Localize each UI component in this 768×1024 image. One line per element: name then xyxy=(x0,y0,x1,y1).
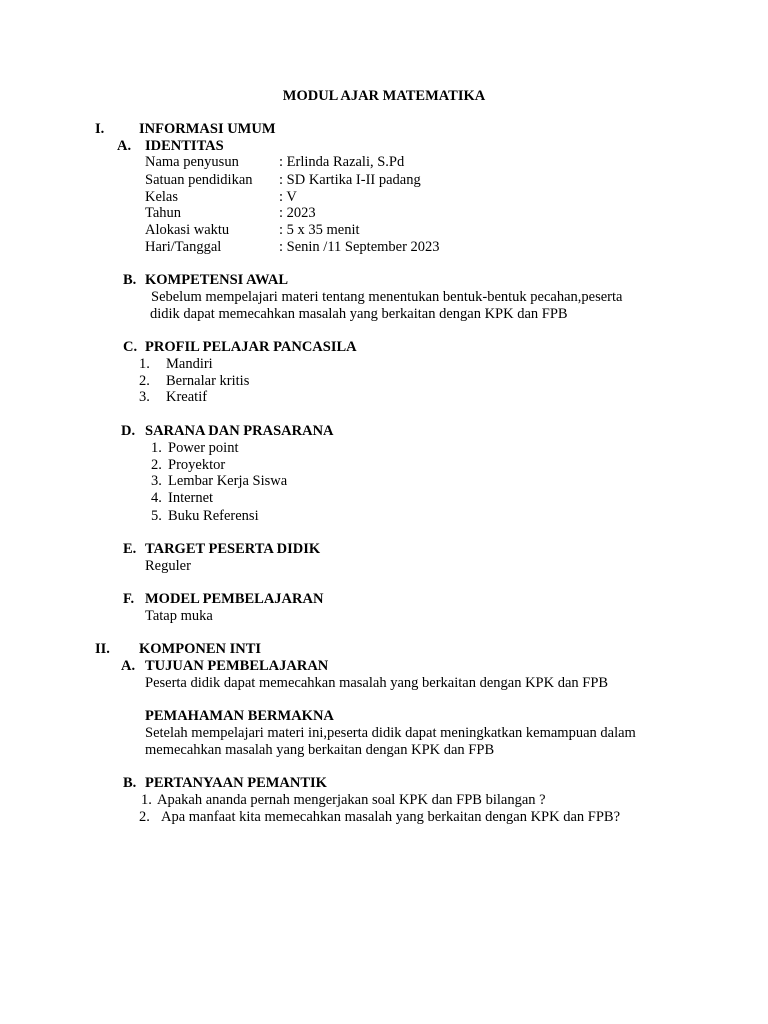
kompetensi-text: didik dapat memecahkan masalah yang berkaitan dengan KPK dan FPB xyxy=(150,306,568,322)
list-number: 2. xyxy=(139,809,150,825)
sarana-heading: SARANA DAN PRASARANA xyxy=(145,423,334,439)
pertanyaan-letter: B. xyxy=(123,775,137,791)
identitas-value: : Senin /11 September 2023 xyxy=(279,239,440,255)
list-item: Bernalar kritis xyxy=(166,373,250,389)
identitas-label: Satuan pendidikan xyxy=(145,172,253,188)
identitas-value: : SD Kartika I-II padang xyxy=(279,172,421,188)
list-item: Mandiri xyxy=(166,356,213,372)
list-item: Buku Referensi xyxy=(168,508,259,524)
target-heading: TARGET PESERTA DIDIK xyxy=(145,541,321,557)
list-number: 1. xyxy=(139,356,150,372)
list-number: 1. xyxy=(141,792,152,808)
identitas-label: Tahun xyxy=(145,205,182,221)
identitas-value: : 5 x 35 menit xyxy=(279,222,360,238)
list-item: Internet xyxy=(168,490,214,506)
list-number: 3. xyxy=(151,473,162,489)
list-number: 3. xyxy=(139,389,150,405)
list-item: Apa manfaat kita memecahkan masalah yang berkaitan dengan KPK dan FPB? xyxy=(161,809,621,825)
section-2-title: KOMPONEN INTI xyxy=(139,641,262,657)
document-title: MODUL AJAR MATEMATIKA xyxy=(282,88,486,104)
identitas-heading: IDENTITAS xyxy=(145,138,224,154)
pemahaman-heading: PEMAHAMAN BERMAKNA xyxy=(145,708,334,724)
kompetensi-letter: B. xyxy=(123,272,137,288)
kompetensi-heading: KOMPETENSI AWAL xyxy=(145,272,289,288)
profil-heading: PROFIL PELAJAR PANCASILA xyxy=(145,339,357,355)
model-letter: F. xyxy=(123,591,135,607)
list-number: 4. xyxy=(151,490,162,506)
list-item: Power point xyxy=(168,440,239,456)
identitas-label: Hari/Tanggal xyxy=(145,239,222,255)
profil-letter: C. xyxy=(123,339,138,355)
identitas-letter: A. xyxy=(117,138,132,154)
pemahaman-text: Setelah mempelajari materi ini,peserta didik dapat meningkatkan kemampuan dalam xyxy=(145,725,636,741)
list-item: Proyektor xyxy=(168,457,226,473)
list-number: 5. xyxy=(151,508,162,524)
list-number: 2. xyxy=(151,457,162,473)
identitas-value: : V xyxy=(279,189,297,205)
target-text: Reguler xyxy=(145,558,191,574)
sarana-letter: D. xyxy=(121,423,136,439)
target-letter: E. xyxy=(123,541,137,557)
list-item: Kreatif xyxy=(166,389,208,405)
section-2-number: II. xyxy=(95,641,110,657)
section-1-number: I. xyxy=(95,121,105,137)
tujuan-heading: TUJUAN PEMBELAJARAN xyxy=(145,658,329,674)
section-1-title: INFORMASI UMUM xyxy=(139,121,276,137)
identitas-value: : 2023 xyxy=(279,205,316,221)
identitas-label: Kelas xyxy=(145,189,179,205)
model-heading: MODEL PEMBELAJARAN xyxy=(145,591,324,607)
list-item: Lembar Kerja Siswa xyxy=(168,473,288,489)
identitas-value: : Erlinda Razali, S.Pd xyxy=(279,154,405,170)
model-text: Tatap muka xyxy=(145,608,213,624)
list-item: Apakah ananda pernah mengerjakan soal KPK dan FPB bilangan ? xyxy=(157,792,546,808)
list-number: 2. xyxy=(139,373,150,389)
tujuan-text: Peserta didik dapat memecahkan masalah yang berkaitan dengan KPK dan FPB xyxy=(145,675,609,691)
tujuan-letter: A. xyxy=(121,658,136,674)
list-number: 1. xyxy=(151,440,162,456)
pemahaman-text: memecahkan masalah yang berkaitan dengan KPK dan FPB xyxy=(145,742,495,758)
kompetensi-text: Sebelum mempelajari materi tentang menentukan bentuk-bentuk pecahan,peserta xyxy=(151,289,623,305)
identitas-label: Alokasi waktu xyxy=(145,222,230,238)
identitas-label: Nama penyusun xyxy=(145,154,239,170)
pertanyaan-heading: PERTANYAAN PEMANTIK xyxy=(145,775,327,791)
